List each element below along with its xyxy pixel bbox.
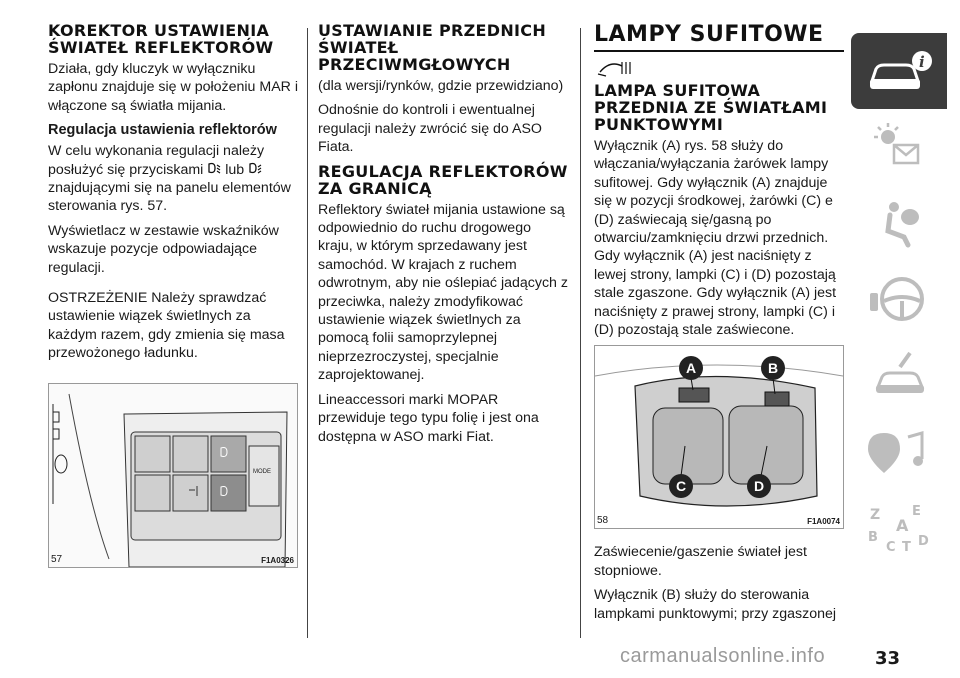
- label-b: B: [768, 360, 779, 377]
- warning-paragraph: OSTRZEŻENIE Należy sprawdzać ustawienie wiązek świetlnych za każdym razem, gdy zmienia się masa przewożonego ładunku.: [48, 290, 285, 362]
- paragraph: Lineaccessori marki MOPAR przewiduje tego typu folię i jest ona dostępna w ASO marki Fiat.: [318, 391, 539, 445]
- music-nav-icon: [864, 423, 934, 479]
- paragraph: Wyłącznik (B) służy do sterowania lampkami punktowymi; przy zgaszonej: [594, 587, 837, 622]
- ceiling-lamp-illustration: [595, 346, 843, 528]
- mode-label: MODE: [253, 468, 271, 475]
- page-number: 33: [875, 648, 901, 669]
- chapter-title: LAMPY SUFITOWE: [594, 22, 844, 52]
- tab-driving[interactable]: [851, 261, 947, 337]
- paragraph: Wyświetlacz w zestawie wskaźników wskazuje pozycje odpowiadające regulacji.: [48, 222, 279, 276]
- svg-text:i: i: [919, 53, 925, 71]
- text-fragment: lub: [225, 161, 245, 178]
- paragraph: Zaświecenie/gaszenie świateł jest stopniowe.: [594, 544, 807, 579]
- paragraph: (dla wersji/rynków, gdzie przewidziano): [318, 78, 564, 94]
- index-letter: B: [868, 530, 878, 545]
- tab-multimedia[interactable]: [851, 413, 947, 489]
- figure-code: F1A0074: [807, 517, 840, 527]
- index-letter: E: [912, 504, 921, 519]
- column-fog-lights: [318, 22, 568, 452]
- paragraph-with-icons: [48, 142, 298, 216]
- tab-safety[interactable]: [851, 185, 947, 261]
- car-info-icon: [864, 43, 934, 99]
- headlight-down-icon: [207, 162, 221, 175]
- tab-warning-lights[interactable]: [851, 109, 947, 185]
- paragraph: Działa, gdy kluczyk w wyłączniku zapłonu znajduje się w położeniu MAR i włączone są światła mijania.: [48, 61, 298, 114]
- figure-code: F1A0326: [261, 555, 294, 565]
- figure-57: [48, 383, 298, 568]
- paragraph: Wyłącznik (A) rys. 58 służy do włączania/wyłączania żarówek lampy sufitowej. Gdy wyłącznik (A) znajduje się w pozycji środkowej, żarówki (C) e (D) zaświecają się/gasną po otwarciu/zamknięciu drzwi przednich. Gdy wyłącznik (A) jest naciśnięty z lewej strony, lampki (C) i (D) pozostają stale zgaszone. Gdy wyłącznik (A) jest naciśnięty z prawej strony, lampki (C) i (D) pozostają stale zaświecone.: [594, 138, 837, 339]
- car-tools-icon: [864, 347, 934, 403]
- text-fragment: znajdującymi się na panelu elementów sterowania rys. 57.: [48, 180, 291, 215]
- section-heading: KOREKTOR USTAWIENIA ŚWIATEŁ REFLEKTORÓW: [48, 21, 274, 57]
- control-panel-illustration: [49, 384, 297, 567]
- tab-index[interactable]: [851, 489, 947, 565]
- label-a: A: [686, 360, 697, 377]
- index-letter: C: [886, 540, 896, 555]
- index-letter: D: [918, 534, 929, 549]
- steering-wheel-icon: [864, 271, 934, 327]
- tab-car-info[interactable]: [851, 33, 947, 109]
- headlight-up-icon: [248, 162, 262, 175]
- index-letter: Z: [870, 507, 881, 523]
- text-fragment: W celu wykonania regulacji należy posłużyć się przyciskami: [48, 143, 265, 178]
- column-divider: [580, 28, 581, 638]
- paragraph: Reflektory świateł mijania ustawione są odpowiednio do ruchu drogowego kraju, w którym sprzedawany jest samochód. W krajach z ruchem odwrotnym, aby nie oślepiać jadących z przeciwka, należy zmodyfikować ustawienie wiązek świetlnych za pomocą folii samoprzylepnej nieprzezroczystej, specjalnie zaprojektowanej.: [318, 201, 568, 384]
- label-d: D: [754, 478, 765, 495]
- section-heading: USTAWIANIE PRZEDNICH ŚWIATEŁ PRZECIWMGŁOWYCH: [318, 21, 547, 74]
- figure-58: [594, 345, 844, 529]
- figure-number: 57: [51, 553, 63, 565]
- section-heading: LAMPA SUFITOWA PRZEDNIA ZE ŚWIATŁAMI PUNKTOWYMI: [594, 81, 828, 134]
- ceiling-lamp-icon: [596, 58, 636, 78]
- column-divider: [307, 28, 308, 638]
- column-headlight-corrector: [48, 22, 298, 568]
- figure-number: 58: [597, 515, 609, 527]
- label-c: C: [676, 478, 687, 495]
- index-letters-icon: [864, 499, 934, 555]
- column-ceiling-lights: [594, 22, 844, 629]
- tab-emergency[interactable]: [851, 337, 947, 413]
- watermark: carmanualsonline.info: [620, 645, 826, 667]
- index-letter: A: [896, 516, 909, 535]
- airbag-seat-icon: [864, 195, 934, 251]
- paragraph: Odnośnie do kontroli i ewentualnej regulacji należy zwrócić się do ASO Fiata.: [318, 102, 542, 156]
- index-letter: T: [902, 540, 911, 555]
- warning-lights-icon: [864, 119, 934, 175]
- section-heading: REGULACJA REFLEKTORÓW ZA GRANICĄ: [318, 161, 568, 198]
- chapter-sidebar: [851, 33, 947, 565]
- subheading: Regulacja ustawienia reflektorów: [48, 122, 277, 139]
